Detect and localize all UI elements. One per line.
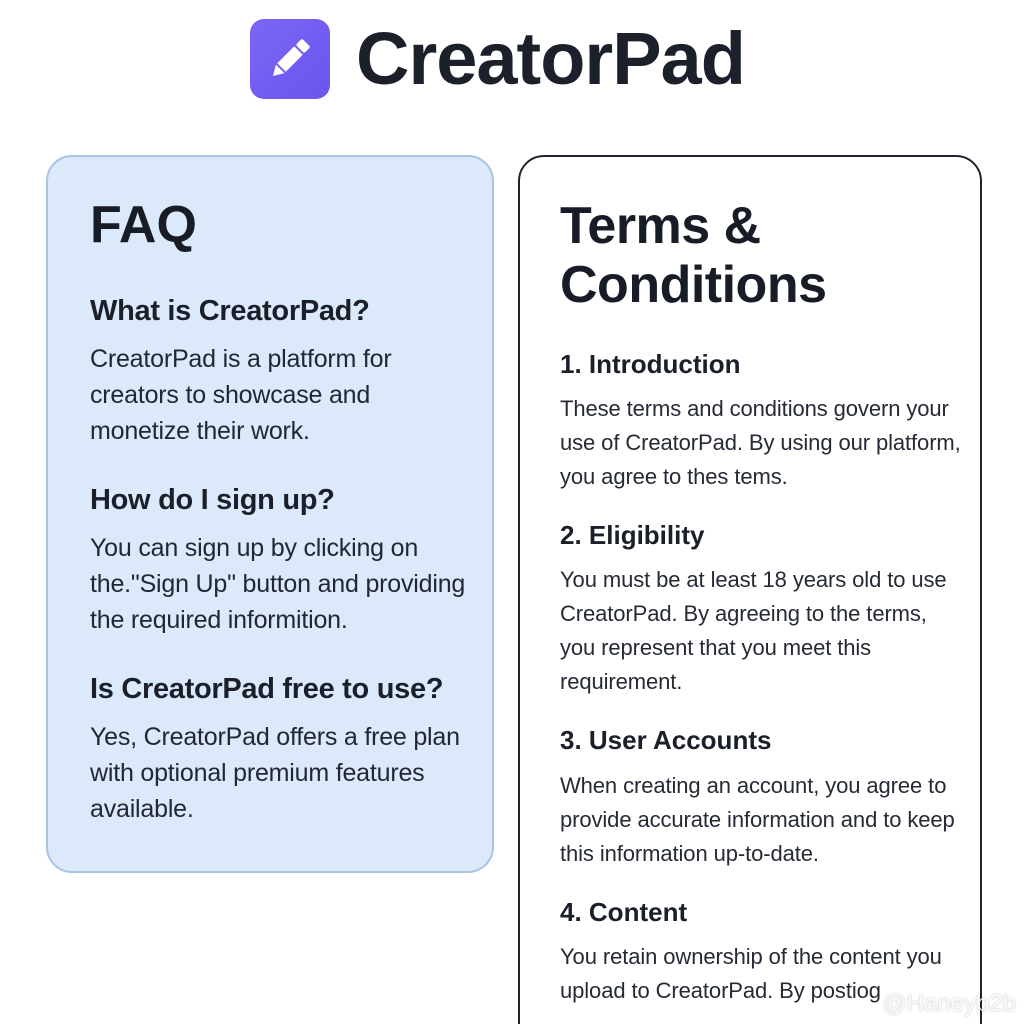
faq-item — [90, 672, 472, 827]
faq-card — [46, 155, 494, 873]
terms-section — [560, 349, 962, 494]
faq-question: Is CreatorPad free to use? — [90, 672, 444, 705]
terms-title: Terms & Conditions — [560, 197, 827, 314]
terms-body: These terms and conditions govern your use of CreatorPad. By using our platform, you agree to thes tems. — [560, 396, 961, 490]
faq-item — [90, 294, 472, 449]
faq-answer: Yes, CreatorPad offers a free plan with optional premium features available. — [90, 722, 460, 823]
faq-question: How do I sign up? — [90, 483, 335, 516]
faq-title: FAQ — [90, 196, 197, 254]
terms-body: You retain ownership of the content you upload to CreatorPad. By postiog — [560, 943, 942, 1003]
pencil-icon — [250, 19, 330, 99]
faq-answer: You can sign up by clicking on the."Sign Up" button and providing the required informition. — [90, 533, 466, 634]
terms-heading: 2. Eligibility — [560, 520, 705, 551]
faq-answer: CreatorPad is a platform for creators to showcase and monetize their work. — [90, 344, 392, 445]
faq-question: What is CreatorPad? — [90, 295, 370, 328]
watermark-text: @Haneyb2b — [882, 990, 1016, 1017]
terms-heading: 1. Introduction — [560, 349, 741, 379]
terms-card[interactable] — [518, 155, 982, 1024]
terms-heading: 3. User Accounts — [560, 725, 772, 756]
faq-item — [90, 483, 472, 638]
terms-heading: 4. Content — [560, 896, 688, 927]
terms-body: When creating an account, you agree to provide accurate information and to keep this information up-to-date. — [560, 772, 955, 866]
terms-section — [560, 520, 962, 699]
terms-body: You must be at least 18 years old to use CreatorPad. By agreeing to the terms, you represent that you meet this requirement. — [560, 567, 947, 695]
terms-section — [560, 725, 962, 870]
brand-title: CreatorPad — [356, 17, 745, 100]
header — [250, 17, 745, 101]
